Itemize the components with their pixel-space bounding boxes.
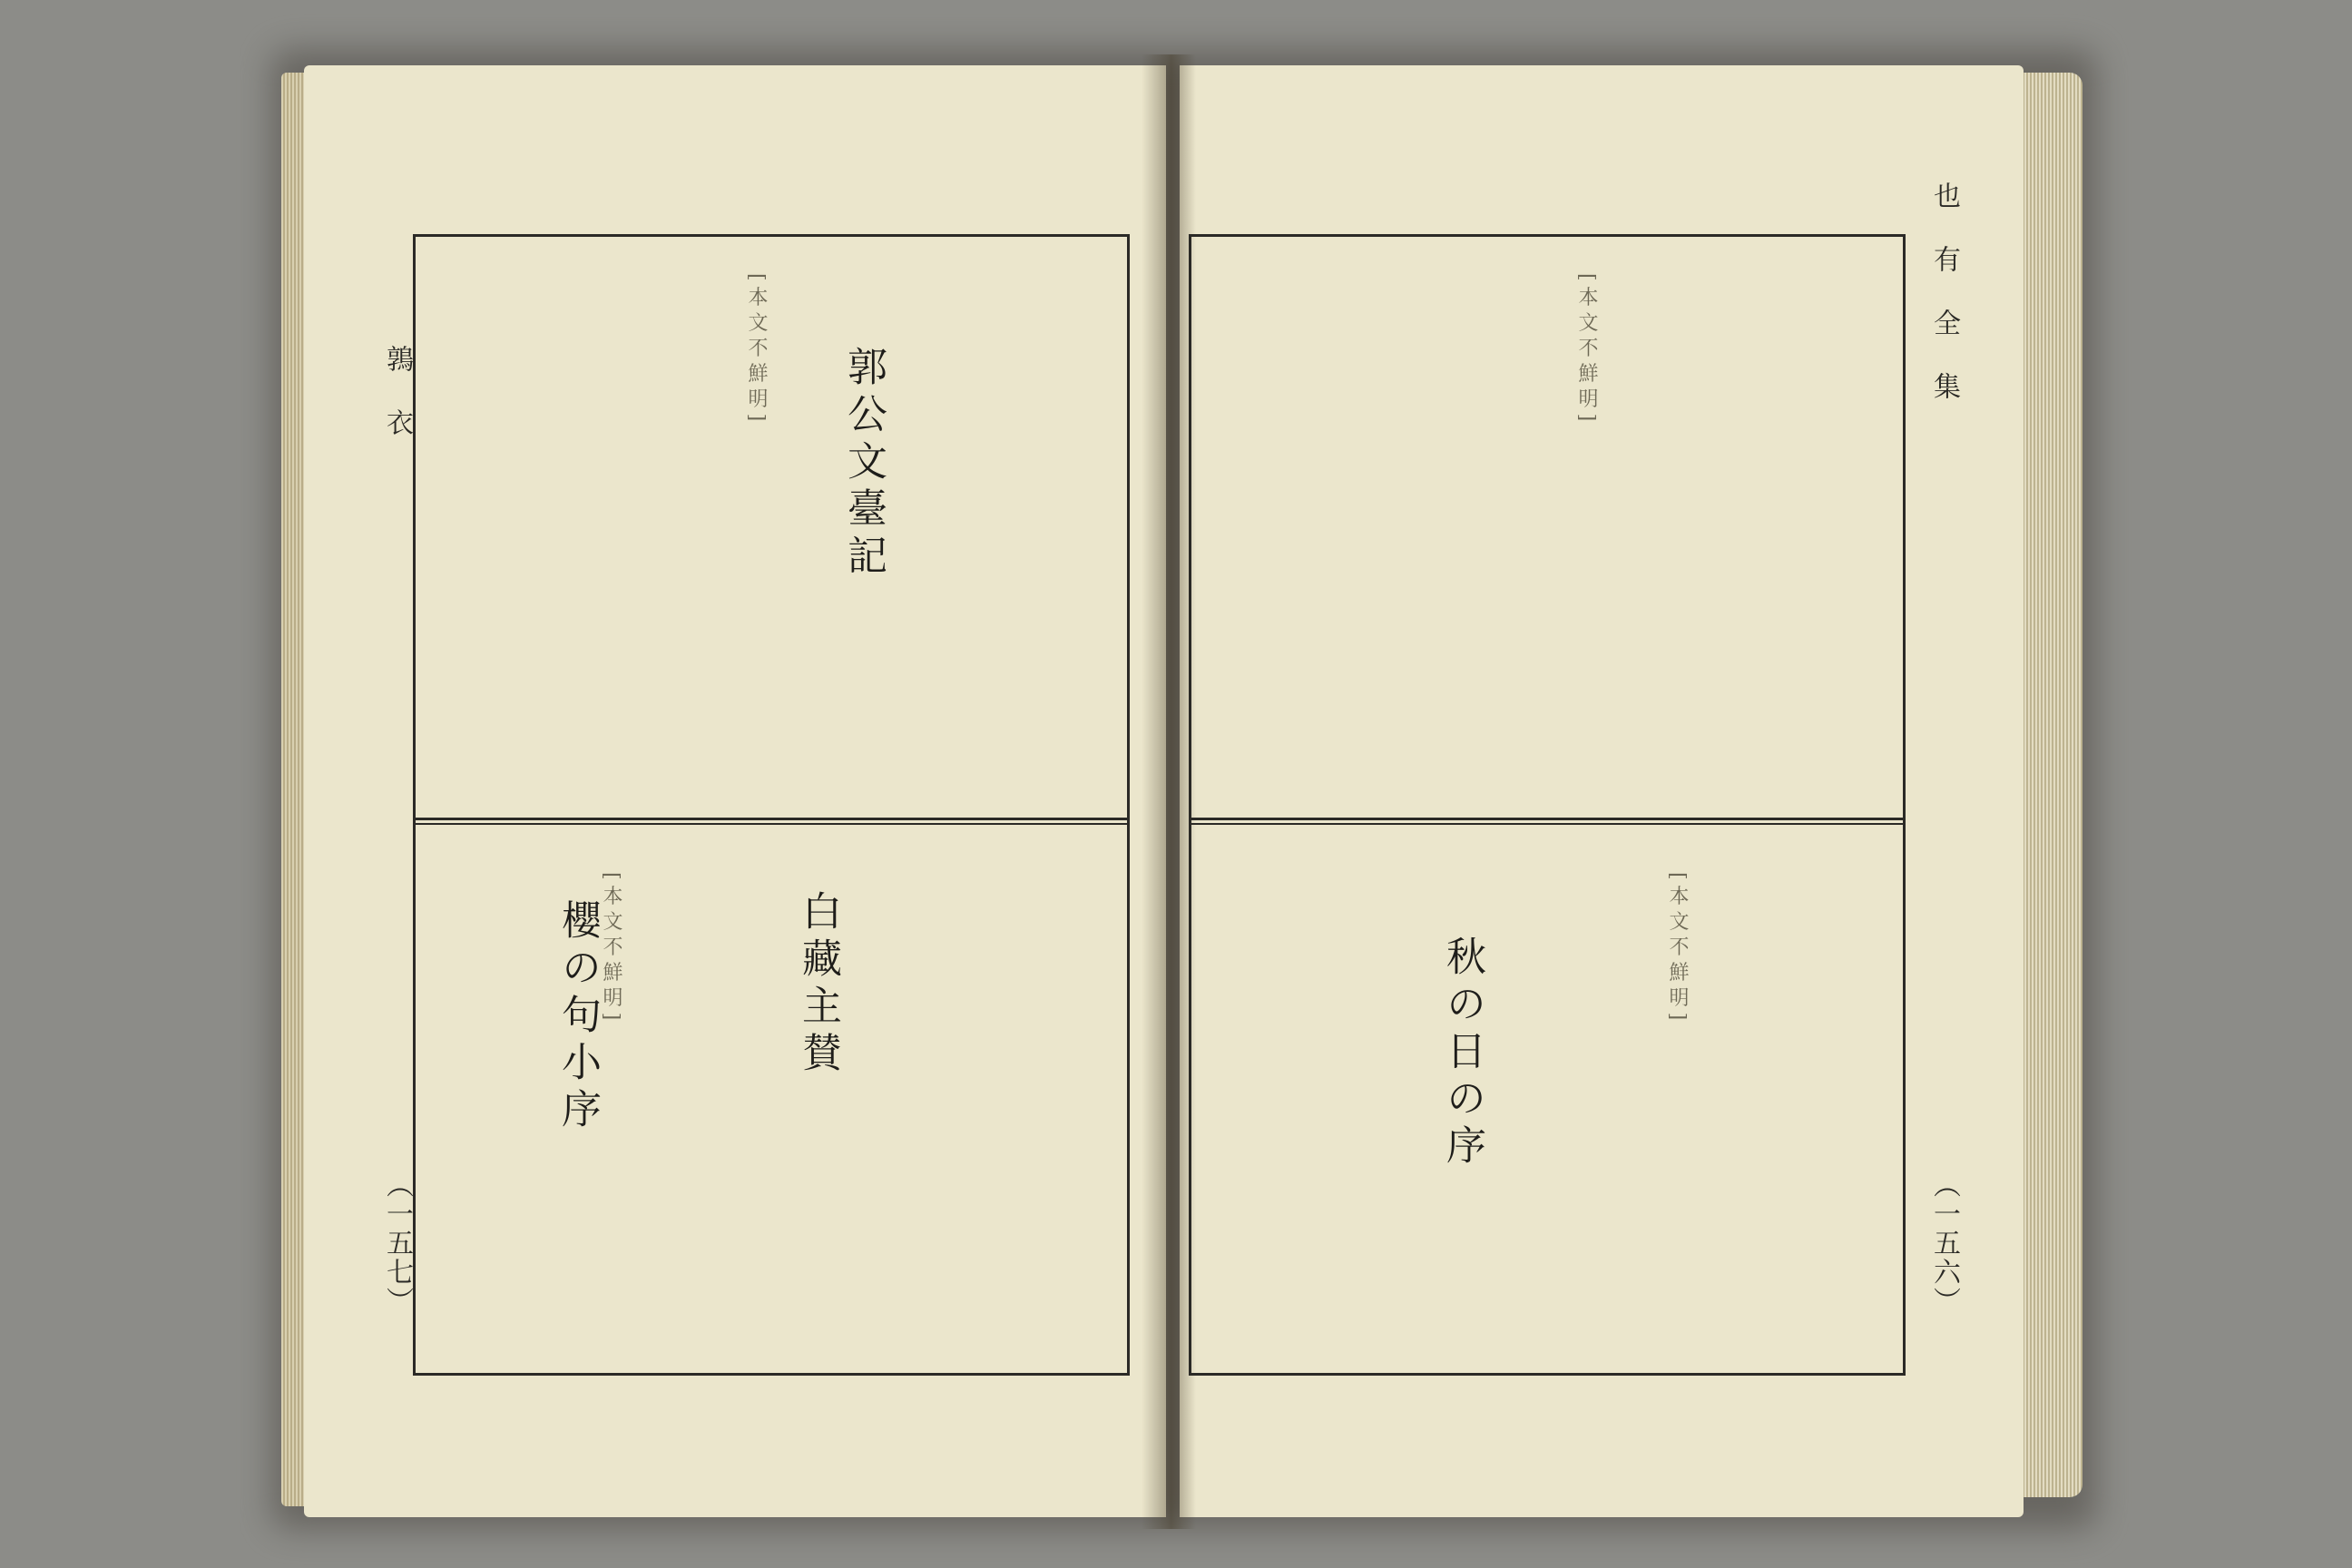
left-lower-body-text: [本文不鮮明] [600, 872, 622, 1026]
gutter-shadow [1142, 54, 1196, 1529]
running-head-right: 也有全集 [1928, 181, 1960, 436]
page-number-left: （一五七） [381, 1171, 413, 1316]
frame-divider-inner [1191, 823, 1903, 825]
right-lower-body-text: [本文不鮮明] [1666, 872, 1689, 1026]
page-number-right: （一五六） [1928, 1171, 1960, 1316]
section-title-sakura: 櫻の句小序 [554, 899, 601, 1135]
section-title-hakuzosu: 白藏主賛 [795, 890, 841, 1079]
left-text-frame [413, 234, 1130, 1376]
section-title-kakukou: 郭公文臺記 [840, 346, 887, 582]
right-upper-body-text: [本文不鮮明] [1575, 273, 1598, 427]
left-upper-body-text: [本文不鮮明] [745, 273, 768, 427]
right-text-frame [1189, 234, 1906, 1376]
frame-divider [1191, 818, 1903, 820]
running-head-left: 鶉衣 [381, 345, 413, 472]
frame-divider-inner [416, 823, 1127, 825]
frame-divider [416, 818, 1127, 820]
section-title-aki: 秋の日の序 [1439, 936, 1485, 1171]
